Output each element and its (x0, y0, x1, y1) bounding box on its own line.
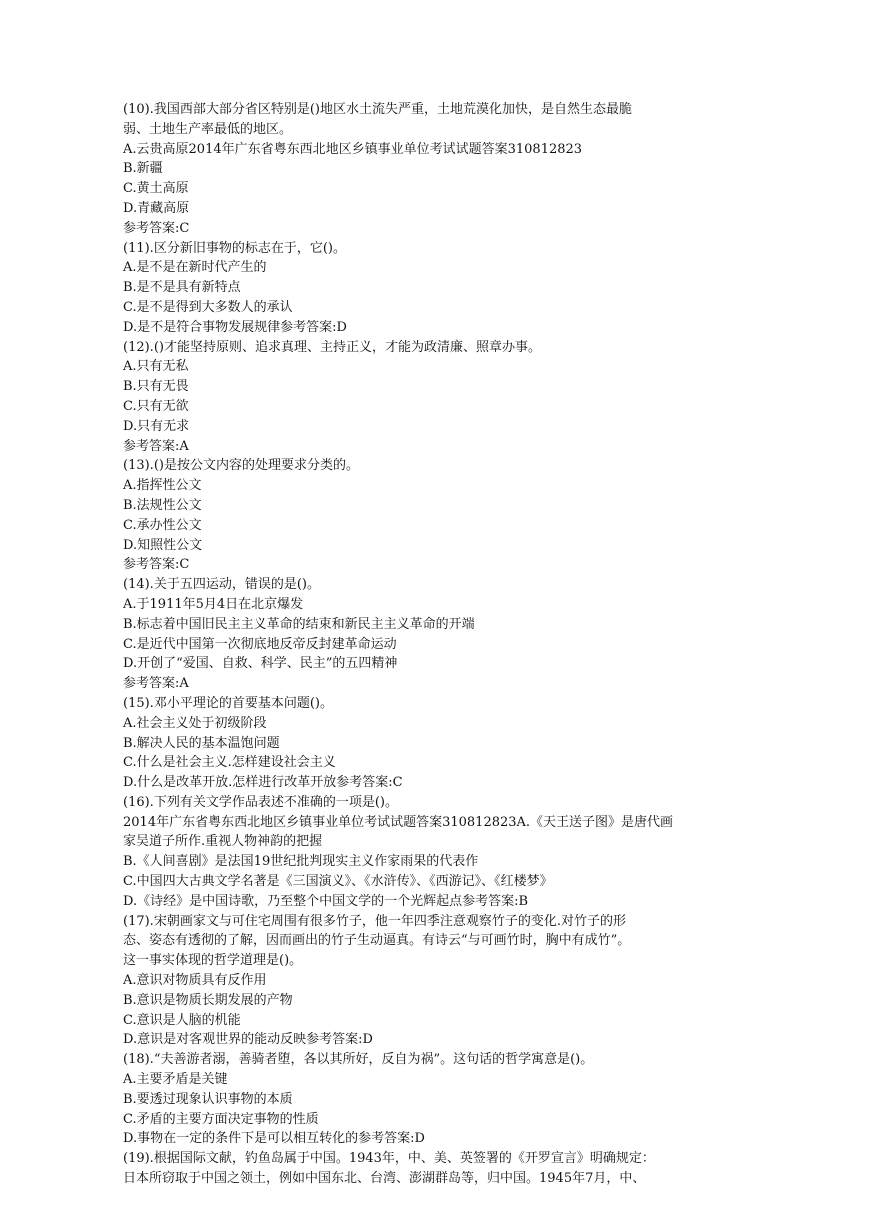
question-12-option-a: A.只有无私 (123, 359, 189, 375)
question-11-option-b: B.是不是具有新特点 (123, 280, 241, 296)
question-14-stem: (14).关于五四运动，错误的是()。 (123, 577, 320, 593)
question-16-option-c: C.中国四大古典文学名著是《三国演义》、《水浒传》、《西游记》、《红楼梦》 (123, 874, 553, 890)
question-13-option-c: C.承办性公文 (123, 517, 202, 533)
question-11-option-a: A.是不是在新时代产生的 (123, 260, 267, 276)
question-15-option-a: A.社会主义处于初级阶段 (123, 715, 267, 731)
question-10-option-d: D.青藏高原 (123, 200, 190, 216)
question-17-stem-cont-2: 这一事实体现的哲学道理是()。 (123, 953, 303, 969)
question-14-option-a: A.于1911年5月4日在北京爆发 (123, 596, 304, 612)
question-17-option-b: B.意识是物质长期发展的产物 (123, 992, 293, 1008)
question-19-stem: (19).根据国际文献，钓鱼岛属于中国。1943年，中、美、英签署的《开罗宣言》明确规定： (123, 1151, 655, 1167)
question-15-stem: (15).邓小平理论的首要基本问题()。 (123, 695, 333, 711)
question-10-option-c: C.黄土高原 (123, 181, 189, 197)
question-14-answer: 参考答案:A (123, 676, 189, 692)
question-11-stem: (11).区分新旧事物的标志在于，它()。 (123, 240, 346, 256)
question-11-option-d-answer: D.是不是符合事物发展规律参考答案:D (123, 319, 347, 335)
question-13-option-d: D.知照性公文 (123, 537, 203, 553)
document-page (123, 100, 753, 1189)
question-14-option-b: B.标志着中国旧民主主义革命的结束和新民主主义革命的开端 (123, 616, 475, 632)
question-12-option-b: B.只有无畏 (123, 379, 189, 395)
question-13-option-a: A.指挥性公文 (123, 478, 202, 494)
question-17-option-c: C.意识是人脑的机能 (123, 1012, 241, 1028)
question-18-option-a: A.主要矛盾是关键 (123, 1072, 228, 1088)
question-17-option-d-answer: D.意识是对客观世界的能动反映参考答案:D (123, 1032, 373, 1048)
question-10-stem-cont: 弱、土地生产率最低的地区。 (123, 121, 293, 137)
question-12-option-d: D.只有无求 (123, 418, 190, 434)
question-16-option-d-answer: D.《诗经》是中国诗歌，乃至整个中国文学的一个光辉起点参考答案:B (123, 893, 529, 909)
question-13-option-b: B.法规性公文 (123, 497, 202, 513)
question-11-option-c: C.是不是得到大多数人的承认 (123, 299, 293, 315)
question-10-stem: (10).我国西部大部分省区特别是()地区水土流失严重，土地荒漠化加快，是自然生态最脆 (123, 102, 632, 117)
question-10-option-a: A.云贵高原2014年广东省粤东西北地区乡镇事业单位考试试题答案310812823 (123, 141, 583, 157)
question-18-option-c: C.矛盾的主要方面决定事物的性质 (123, 1111, 319, 1127)
question-19-stem-cont: 日本所窃取于中国之领土，例如中国东北、台湾、澎湖群岛等，归中国。1945年7月，中、 (123, 1171, 646, 1187)
question-14-option-d: D.开创了“爱国、自救、科学、民主”的五四精神 (123, 656, 398, 672)
question-12-option-c: C.只有无欲 (123, 398, 189, 414)
question-15-option-b: B.解决人民的基本温饱问题 (123, 735, 280, 751)
question-10-answer: 参考答案:C (123, 220, 190, 236)
question-15-option-c: C.什么是社会主义.怎样建设社会主义 (123, 755, 336, 771)
question-13-stem: (13).()是按公文内容的处理要求分类的。 (123, 458, 359, 474)
question-18-option-d-answer: D.事物在一定的条件下是可以相互转化的参考答案:D (123, 1131, 425, 1147)
question-16-option-a-cont: 家吴道子所作.重视人物神韵的把握 (123, 834, 323, 850)
question-16-stem: (16).下列有关文学作品表述不准确的一项是()。 (123, 794, 398, 810)
question-14-option-c: C.是近代中国第一次彻底地反帝反封建革命运动 (123, 636, 397, 652)
question-18-stem: (18).“夫善游者溺，善骑者堕，各以其所好，反自为祸”。这句话的哲学寓意是()。 (123, 1052, 594, 1068)
question-15-option-d-answer: D.什么是改革开放.怎样进行改革开放参考答案:C (123, 775, 403, 791)
question-12-stem: (12).()才能坚持原则、追求真理、主持正义，才能为政清廉、照章办事。 (123, 339, 541, 355)
question-13-answer: 参考答案:C (123, 557, 190, 573)
question-10-option-b: B.新疆 (123, 161, 163, 177)
question-16-option-b: B.《人间喜剧》是法国19世纪批判现实主义作家雨果的代表作 (123, 854, 479, 870)
question-12-answer: 参考答案:A (123, 438, 189, 454)
question-16-option-a: 2014年广东省粤东西北地区乡镇事业单位考试试题答案310812823A.《天王送子图》是唐代画 (123, 814, 674, 830)
question-17-stem-cont-1: 态、姿态有透彻的了解，因而画出的竹子生动逼真。有诗云“与可画竹时，胸中有成竹”。 (123, 933, 631, 949)
question-18-option-b: B.要透过现象认识事物的本质 (123, 1091, 293, 1107)
question-17-stem: (17).宋朝画家文与可住宅周围有很多竹子，他一年四季注意观察竹子的变化.对竹子的形 (123, 913, 626, 929)
question-17-option-a: A.意识对物质具有反作用 (123, 973, 267, 989)
